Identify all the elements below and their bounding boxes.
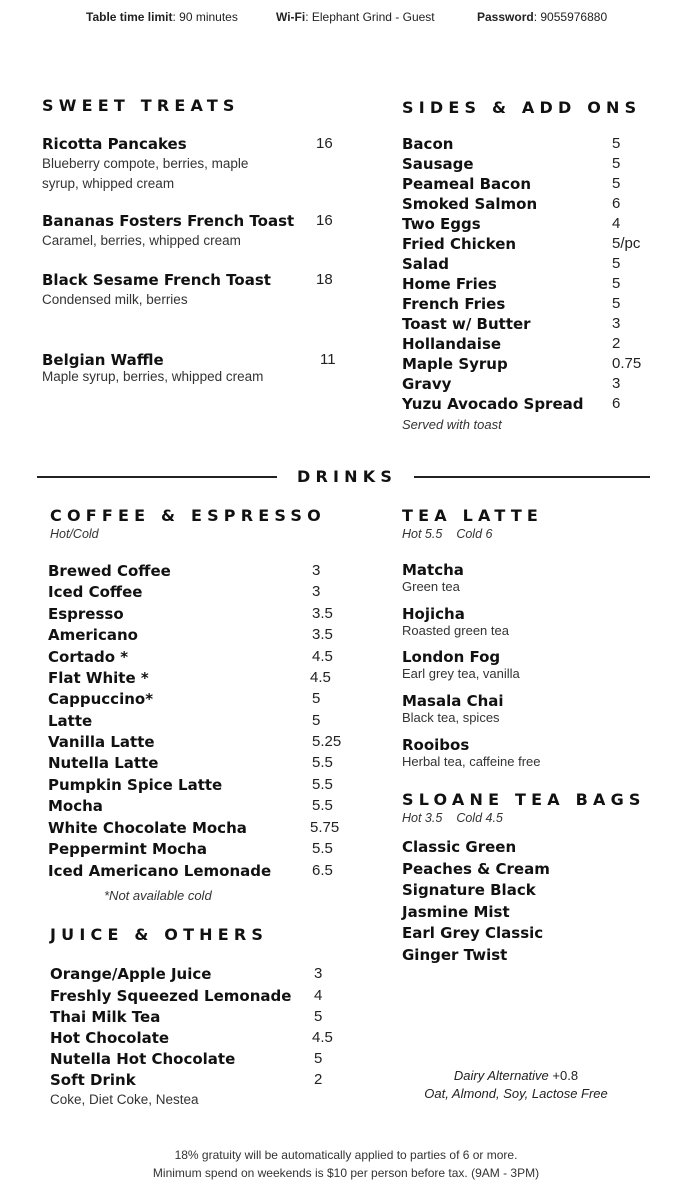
item-price: 3	[314, 965, 323, 982]
dairy-price: +0.8	[552, 1068, 579, 1083]
list-item	[48, 819, 348, 839]
item-name: Bananas Fosters French Toast	[42, 212, 295, 230]
sloane-title: SLOANE TEA BAGS	[402, 790, 646, 809]
list-item	[402, 175, 662, 195]
item-name: Sausage	[402, 155, 474, 173]
list-item	[48, 626, 348, 646]
item-price: 5	[612, 275, 621, 292]
tea-latte-hot-price: Hot 5.5	[402, 527, 443, 541]
list-item	[48, 776, 348, 796]
item-name: Orange/Apple Juice	[50, 965, 212, 983]
sloane-subtitle	[402, 811, 503, 825]
item-price: 5.5	[312, 754, 333, 771]
item-price: 5.5	[312, 776, 333, 793]
list-item	[50, 965, 350, 985]
sweet-treats-title: SWEET TREATS	[42, 96, 240, 115]
item-price: 5/pc	[612, 235, 641, 252]
list-item	[48, 605, 348, 625]
item-price: 11	[320, 351, 336, 368]
item-price: 3	[312, 583, 321, 600]
list-item	[48, 733, 348, 753]
item-name: Masala Chai	[402, 692, 504, 710]
list-item	[402, 335, 662, 355]
menu-item	[42, 212, 342, 251]
list-item	[48, 754, 348, 774]
list-item: Classic Green	[402, 838, 517, 856]
item-name: Peameal Bacon	[402, 175, 532, 193]
list-item	[402, 605, 509, 639]
item-name: Iced Americano Lemonade	[48, 862, 272, 880]
tea-latte-cold-price: Cold 6	[456, 527, 493, 541]
item-desc: Caramel, berries, whipped cream	[42, 233, 241, 248]
list-item	[402, 135, 662, 155]
item-name: Cappuccino*	[48, 690, 154, 708]
item-price: 3	[312, 562, 321, 579]
list-item	[402, 355, 662, 375]
juice-title: JUICE & OTHERS	[50, 925, 269, 944]
item-price: 4.5	[312, 1029, 333, 1046]
list-item: Ginger Twist	[402, 946, 508, 964]
item-name: Americano	[48, 626, 138, 644]
item-name: Matcha	[402, 561, 464, 579]
list-item: Jasmine Mist	[402, 903, 510, 921]
list-item	[402, 692, 504, 726]
item-price: 18	[316, 271, 333, 288]
item-name: Cortado *	[48, 648, 129, 666]
sloane-hot-price: Hot 3.5	[402, 811, 443, 825]
item-price: 5	[612, 295, 621, 312]
list-item	[48, 669, 348, 689]
item-name: Nutella Hot Chocolate	[50, 1050, 236, 1068]
list-item	[50, 1008, 350, 1028]
item-name: Belgian Waffle	[42, 351, 164, 369]
list-item	[402, 736, 541, 770]
item-name: White Chocolate Mocha	[48, 819, 247, 837]
item-price: 5	[312, 712, 321, 729]
item-price: 4	[314, 987, 323, 1004]
list-item	[50, 987, 350, 1007]
item-price: 5	[314, 1050, 323, 1067]
item-name: Smoked Salmon	[402, 195, 538, 213]
divider-right	[414, 476, 650, 478]
item-price: 5.5	[312, 797, 333, 814]
item-price: 5	[612, 155, 621, 172]
item-price: 16	[316, 212, 333, 229]
item-price: 5	[312, 690, 321, 707]
item-price: 5.25	[312, 733, 342, 750]
list-item	[50, 1050, 350, 1070]
item-name: Home Fries	[402, 275, 497, 293]
item-name: Maple Syrup	[402, 355, 508, 373]
item-price: 4.5	[310, 669, 331, 686]
item-name: Thai Milk Tea	[50, 1008, 161, 1026]
password-label: Password	[477, 10, 534, 24]
list-item: Signature Black	[402, 881, 536, 899]
sides-note: Served with toast	[402, 417, 502, 432]
list-item	[48, 583, 348, 603]
item-price: 5	[612, 135, 621, 152]
coffee-subtitle: Hot/Cold	[50, 527, 99, 541]
item-name: Mocha	[48, 797, 103, 815]
item-name: Iced Coffee	[48, 583, 143, 601]
tea-latte-title: TEA LATTE	[402, 506, 544, 525]
item-price: 4	[612, 215, 621, 232]
item-name: Black Sesame French Toast	[42, 271, 271, 289]
item-name: Flat White *	[48, 669, 149, 687]
item-desc: Blueberry compote, berries, maple syrup, whipped cream	[42, 156, 249, 191]
item-price: 5	[612, 175, 621, 192]
list-item	[48, 862, 348, 882]
item-name: Pumpkin Spice Latte	[48, 776, 223, 794]
menu-item	[42, 351, 342, 387]
item-name: Hojicha	[402, 605, 465, 623]
item-price: 6	[612, 195, 621, 212]
item-name: Gravy	[402, 375, 452, 393]
list-item	[402, 195, 662, 215]
divider-left	[37, 476, 277, 478]
list-item	[402, 255, 662, 275]
wifi-label: Wi-Fi	[276, 10, 306, 24]
list-item	[48, 648, 348, 668]
item-price: 5	[314, 1008, 323, 1025]
footer-line-1: 18% gratuity will be automatically applied to parties of 6 or more.	[174, 1148, 518, 1162]
item-price: 3.5	[312, 626, 333, 643]
password-info: Password: 9055976880	[477, 10, 608, 24]
item-price: 2	[314, 1071, 323, 1088]
item-price: 6.5	[312, 862, 333, 879]
item-price: 3.5	[312, 605, 333, 622]
item-name: French Fries	[402, 295, 506, 313]
list-item	[50, 1029, 350, 1049]
item-name: Brewed Coffee	[48, 562, 171, 580]
list-item: Earl Grey Classic	[402, 924, 544, 942]
item-name: Yuzu Avocado Spread	[402, 395, 584, 413]
item-name: Rooibos	[402, 736, 470, 754]
list-item	[48, 712, 348, 732]
list-item	[402, 155, 662, 175]
item-price: 6	[612, 395, 621, 412]
menu-item	[42, 135, 342, 194]
wifi-value: Elephant Grind - Guest	[311, 10, 435, 24]
item-desc: Green tea	[402, 579, 460, 594]
item-price: 2	[612, 335, 621, 352]
item-name: Hollandaise	[402, 335, 502, 353]
list-item	[402, 275, 662, 295]
item-desc: Roasted green tea	[402, 623, 509, 638]
list-item	[402, 315, 662, 335]
coffee-title: COFFEE & ESPRESSO	[50, 506, 326, 525]
item-name: Vanilla Latte	[48, 733, 155, 751]
list-item: Peaches & Cream	[402, 860, 550, 878]
item-name: London Fog	[402, 648, 501, 666]
item-price: 5.5	[312, 840, 333, 857]
item-name: Freshly Squeezed Lemonade	[50, 987, 292, 1005]
dairy-options: Oat, Almond, Soy, Lactose Free	[424, 1086, 608, 1101]
item-desc: Black tea, spices	[402, 710, 500, 725]
item-name: Two Eggs	[402, 215, 481, 233]
item-name: Espresso	[48, 605, 124, 623]
table-time-label: Table time limit	[86, 10, 173, 24]
footer-line-2: Minimum spend on weekends is $10 per person before tax. (9AM - 3PM)	[152, 1166, 540, 1180]
dairy-alternative	[386, 1068, 646, 1101]
list-item	[48, 797, 348, 817]
item-price: 3	[612, 375, 621, 392]
soft-drink-desc: Coke, Diet Coke, Nestea	[50, 1092, 199, 1107]
coffee-note: *Not available cold	[104, 888, 212, 903]
item-name: Peppermint Mocha	[48, 840, 207, 858]
list-item	[402, 648, 520, 682]
list-item	[48, 690, 348, 710]
item-name: Bacon	[402, 135, 454, 153]
dairy-label: Dairy Alternative	[453, 1068, 549, 1083]
item-price: 5	[612, 255, 621, 272]
item-name: Fried Chicken	[402, 235, 517, 253]
list-item	[48, 562, 348, 582]
item-desc: Herbal tea, caffeine free	[402, 754, 541, 769]
item-name: Latte	[48, 712, 93, 730]
item-desc: Condensed milk, berries	[42, 292, 188, 307]
item-price: 3	[612, 315, 621, 332]
menu-item	[42, 271, 342, 310]
list-item	[402, 561, 464, 595]
list-item	[402, 375, 662, 395]
item-price: 5.75	[310, 819, 340, 836]
item-desc: Earl grey tea, vanilla	[402, 666, 520, 681]
item-name: Salad	[402, 255, 449, 273]
table-time-info: Table time limit: 90 minutes	[86, 10, 238, 24]
table-time-value: 90 minutes	[179, 10, 238, 24]
item-name: Nutella Latte	[48, 754, 159, 772]
item-name: Soft Drink	[50, 1071, 136, 1089]
item-name: Hot Chocolate	[50, 1029, 170, 1047]
item-desc: Maple syrup, berries, whipped cream	[42, 369, 264, 384]
footer	[0, 1146, 692, 1182]
drinks-title: DRINKS	[297, 467, 398, 486]
wifi-info: Wi-Fi: Elephant Grind - Guest	[276, 10, 435, 24]
tea-latte-subtitle	[402, 527, 492, 541]
list-item	[402, 295, 662, 315]
list-item	[48, 840, 348, 860]
list-item	[402, 235, 662, 255]
item-price: 0.75	[612, 355, 642, 372]
item-price: 16	[316, 135, 333, 152]
password-value: 9055976880	[540, 10, 608, 24]
item-price: 4.5	[312, 648, 333, 665]
item-name: Ricotta Pancakes	[42, 135, 187, 153]
sloane-cold-price: Cold 4.5	[456, 811, 503, 825]
list-item	[50, 1071, 350, 1091]
list-item	[402, 395, 662, 415]
item-name: Toast w/ Butter	[402, 315, 531, 333]
sides-title: SIDES & ADD ONS	[402, 98, 642, 117]
list-item	[402, 215, 662, 235]
